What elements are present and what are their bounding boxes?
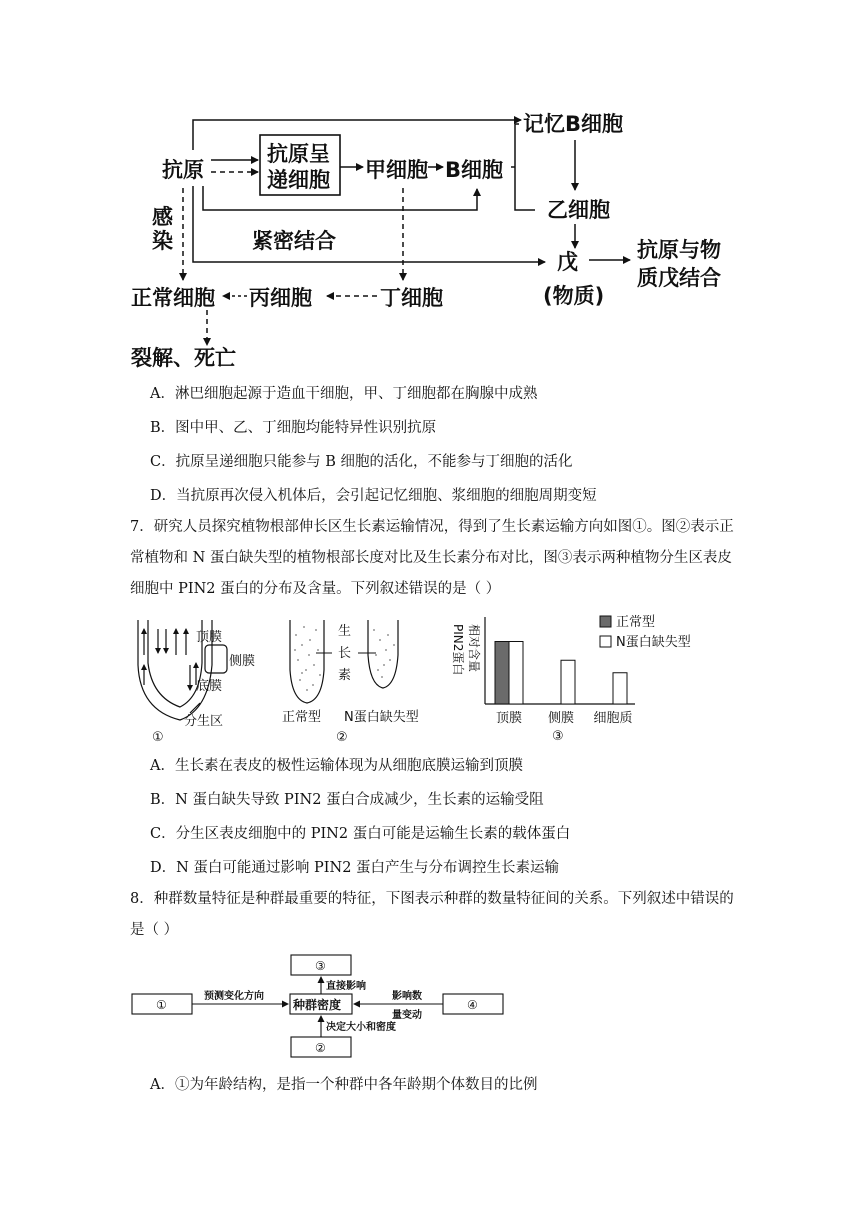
q6-option-d: D．当抗原再次侵入机体后，会引起记忆细胞、浆细胞的细胞周期变短 xyxy=(150,488,597,504)
x-tick-label: 顶膜 xyxy=(496,711,523,726)
fig1-bottom-label: 底膜 xyxy=(196,679,223,694)
node-normal-cell: 正常细胞 xyxy=(131,286,215,310)
label-direct: 直接影响 xyxy=(326,981,366,992)
bar-mutant-2 xyxy=(613,673,627,704)
node-memory-b: 记忆B细胞 xyxy=(523,112,624,136)
fig1-zone-label: 分生区 xyxy=(184,714,224,729)
box-2-label: ② xyxy=(315,1041,326,1055)
label-decide: 决定大小和密度 xyxy=(326,1022,396,1033)
pin2-bar-chart xyxy=(440,612,740,747)
node-result-line1: 抗原与物 xyxy=(637,238,721,262)
legend-normal-swatch xyxy=(600,616,611,627)
node-wu: 戊 xyxy=(557,250,578,274)
q7-figure-1 xyxy=(130,615,270,745)
q7-option-b: B．N 蛋白缺失导致 PIN2 蛋白合成减少，生长素的运输受阻 xyxy=(150,792,544,808)
q6-option-c: C．抗原呈递细胞只能参与 B 细胞的活化，不能参与丁细胞的活化 xyxy=(150,454,573,470)
q6-option-a: A．淋巴细胞起源于造血干细胞，甲、丁细胞都在胸腺中成熟 xyxy=(150,386,538,402)
q8-option-a: A．①为年龄结构，是指一个种群中各年龄期个体数目的比例 xyxy=(150,1077,538,1093)
node-cell-jia: 甲细胞 xyxy=(365,158,428,182)
legend-mutant-swatch xyxy=(600,636,611,647)
bar-mutant-0 xyxy=(509,642,523,705)
box-1-label: ① xyxy=(156,998,167,1012)
immune-flow-diagram xyxy=(125,100,745,375)
fig1-side-label: 侧膜 xyxy=(229,654,256,669)
label-affect-2: 量变动 xyxy=(392,1010,422,1021)
node-cell-bing: 丙细胞 xyxy=(249,286,312,310)
x-tick-label: 侧膜 xyxy=(548,711,575,726)
box-4-label: ④ xyxy=(467,998,478,1012)
fig2-label-3: 素 xyxy=(338,668,352,683)
label-tight-bind: 紧密结合 xyxy=(252,229,336,253)
q6-option-b: B．图中甲、乙、丁细胞均能特异性识别抗原 xyxy=(150,420,437,436)
node-antigen: 抗原 xyxy=(162,158,204,182)
node-apc-line2: 递细胞 xyxy=(267,168,330,192)
fig3-number: ③ xyxy=(552,729,564,744)
chart-ylabel-1: PIN2蛋白 xyxy=(451,624,465,676)
q7-figure-2 xyxy=(280,615,450,745)
legend-normal-label: 正常型 xyxy=(616,615,656,630)
node-wu-sub: (物质) xyxy=(543,284,605,308)
node-result-line2: 质戊结合 xyxy=(637,266,721,290)
legend-mutant-label: N蛋白缺失型 xyxy=(616,635,691,650)
bar-mutant-1 xyxy=(561,660,575,704)
label-affect-1: 影响数 xyxy=(392,991,422,1002)
q8-stem: 8．种群数量特征是种群最重要的特征，下图表示种群的数量特征间的关系。下列叙述中错误的是（ ） xyxy=(130,891,734,938)
x-tick-label: 细胞质 xyxy=(593,711,633,726)
node-b-cell: B细胞 xyxy=(445,158,504,182)
q7-option-a: A．生长素在表皮的极性运输体现为从细胞底膜运输到顶膜 xyxy=(150,758,523,774)
node-cell-ding: 丁细胞 xyxy=(380,286,443,310)
fig1-top-label: 顶膜 xyxy=(196,630,223,645)
fig2-label-1: 生 xyxy=(338,624,352,639)
fig2-number: ② xyxy=(336,730,348,745)
fig2-mutant-label: N蛋白缺失型 xyxy=(344,710,419,725)
node-apc-line1: 抗原呈 xyxy=(267,142,330,166)
node-cell-yi: 乙细胞 xyxy=(547,198,610,222)
q7-stem: 7．研究人员探究植物根部伸长区生长素运输情况，得到了生长素运输方向如图①。图②表示正常植物和 N 蛋白缺失型的植物根部长度对比及生长素分布对比，图③表示两种植物分生区表皮细胞中 PIN2 蛋白的分布及含量。下列叙述错误的是（ ） xyxy=(130,519,734,597)
box-3-label: ③ xyxy=(315,959,326,973)
q7-option-d: D．N 蛋白可能通过影响 PIN2 蛋白产生与分布调控生长素运输 xyxy=(150,860,560,876)
node-lysis: 裂解、死亡 xyxy=(131,346,236,370)
q7-option-c: C．分生区表皮细胞中的 PIN2 蛋白可能是运输生长素的载体蛋白 xyxy=(150,826,571,842)
fig2-label-2: 长 xyxy=(338,646,352,661)
fig2-normal-label: 正常型 xyxy=(282,710,322,725)
population-diagram xyxy=(130,952,510,1062)
fig1-number: ① xyxy=(152,730,164,745)
bar-normal-0 xyxy=(495,642,509,705)
label-infect-1: 感 xyxy=(152,205,173,229)
chart-ylabel-2: 相对含量 xyxy=(467,624,481,673)
label-infect-2: 染 xyxy=(152,229,173,253)
label-predict: 预测变化方向 xyxy=(204,991,264,1002)
box-center-label: 种群密度 xyxy=(293,998,342,1012)
